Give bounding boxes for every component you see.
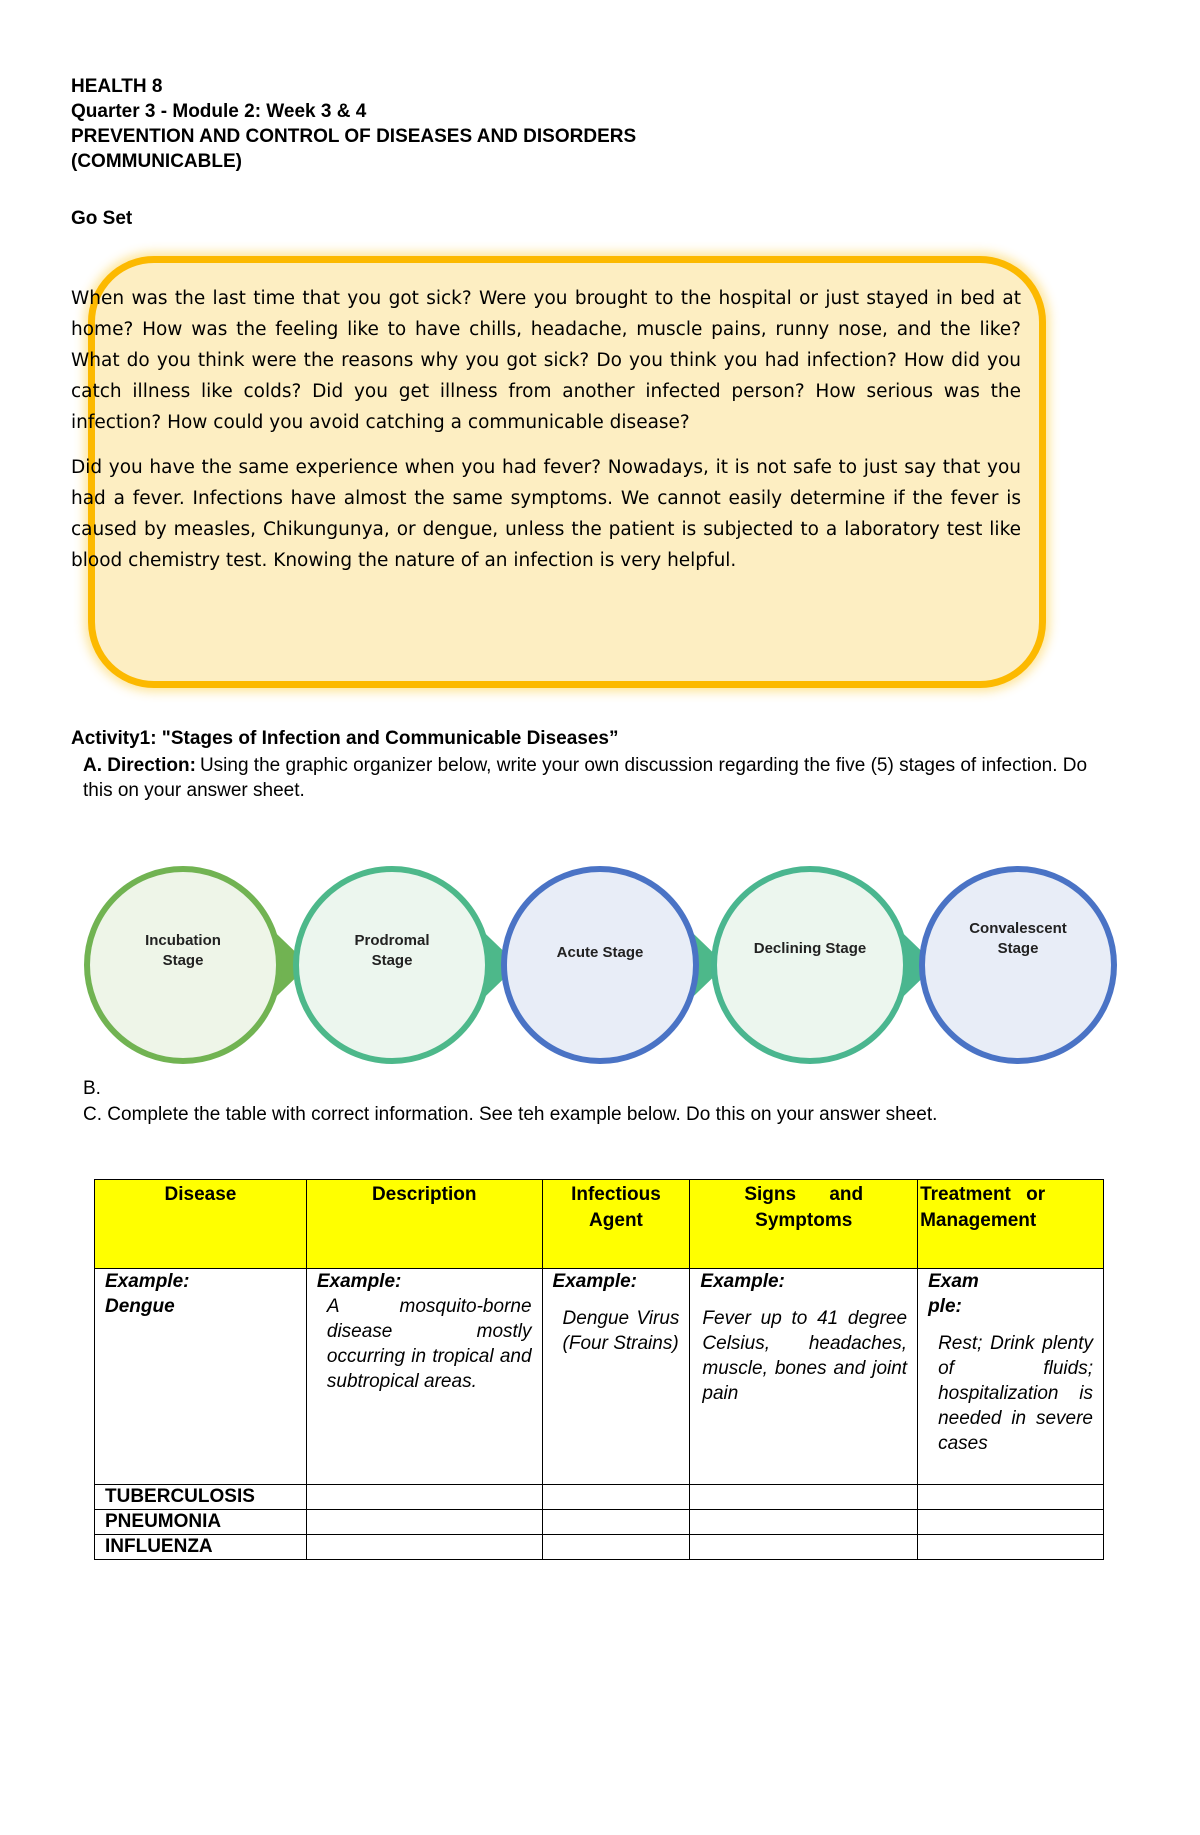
callout-paragraph-2: Did you have the same experience when you had fever? Nowadays, it is not safe to just say that you had a fever. Infections have almost the same symptoms. We cannot easily determine if the fever is caused by measles, Chikungunya, or dengue, unless the patient is subjected to a laboratory test like blood chemistry test. Knowing the nature of an infection is very helpful.	[71, 457, 1021, 571]
header-description: Description	[306, 1180, 542, 1269]
stage-circle	[922, 869, 1114, 1061]
table-row	[95, 1535, 1104, 1560]
disease-name-cell: INFLUENZA	[95, 1535, 307, 1560]
example-label-line-2: ple:	[928, 1296, 962, 1317]
blank-cell	[918, 1510, 1104, 1535]
blank-cell	[542, 1485, 690, 1510]
blank-cell	[542, 1535, 690, 1560]
example-description: A mosquito-borne disease mostly occurring in tropical and subtropical areas.	[326, 1296, 532, 1392]
example-disease-cell	[95, 1269, 307, 1485]
direction-a-text: Using the graphic organizer below, write your own discussion regarding the five (5) stages of infection. Do this on your answer sheet.	[83, 755, 1088, 801]
header-signs-line-1: Signs and	[744, 1184, 864, 1205]
example-label: Example:	[700, 1271, 785, 1292]
header-agent-line-1: Infectious	[571, 1184, 661, 1205]
header-agent-line-2: Agent	[589, 1210, 643, 1231]
header-infectious-agent	[542, 1180, 690, 1269]
example-signs: Fever up to 41 degree Celsius, headaches, muscle, bones and joint pain	[702, 1308, 908, 1404]
blank-cell	[306, 1510, 542, 1535]
disease-name-cell: TUBERCULOSIS	[95, 1485, 307, 1510]
example-agent: Dengue Virus (Four Strains)	[562, 1308, 680, 1354]
topic-subtitle: (COMMUNICABLE)	[71, 151, 242, 172]
example-label: Example:	[552, 1271, 638, 1292]
topic-title: PREVENTION AND CONTROL OF DISEASES AND DISORDERS	[71, 126, 637, 147]
example-description-cell	[306, 1269, 542, 1485]
stage-label: Convalescent	[969, 920, 1067, 937]
example-agent-cell	[542, 1269, 690, 1485]
blank-cell	[690, 1535, 918, 1560]
callout-paragraph-1: When was the last time that you got sick? Were you brought to the hospital or just stayed in bed at home? How was the feeling like to have chills, headache, muscle pains, runny nose, and the like? What do you think were the reasons why you got sick? Do you think you had infection? How did you catch illness like colds? Did you get illness from another infected person? How serious was the infection? How could you avoid catching a communicable disease?	[71, 288, 1021, 433]
example-label: Example:	[105, 1271, 190, 1292]
blank-cell	[690, 1510, 918, 1535]
example-treatment-cell	[918, 1269, 1104, 1485]
direction-c: C. Complete the table with correct information. See teh example below. Do this on your answer sheet.	[83, 1104, 938, 1125]
stages-graphic-organizer	[70, 855, 1130, 1075]
blank-cell	[918, 1535, 1104, 1560]
stage-label: Acute Stage	[556, 944, 644, 961]
disease-name-cell: PNEUMONIA	[95, 1510, 307, 1535]
blank-cell	[542, 1510, 690, 1535]
table-row	[95, 1269, 1104, 1485]
stage-circle	[504, 869, 696, 1061]
activity-title: Activity1: "Stages of Infection and Communicable Diseases”	[71, 728, 619, 749]
document-header	[71, 74, 636, 174]
stage-label: Prodromal	[354, 932, 430, 949]
example-treatment: Rest; Drink plenty of fluids; hospitalization is needed in severe cases	[938, 1333, 1093, 1454]
blank-cell	[306, 1535, 542, 1560]
example-label-line-1: Exam	[928, 1271, 979, 1292]
disease-table	[94, 1179, 1104, 1560]
subject-title: HEALTH 8	[71, 76, 163, 97]
direction-a	[83, 753, 1113, 803]
stage-label: Declining Stage	[753, 940, 867, 957]
blank-cell	[306, 1485, 542, 1510]
stage-label: Stage	[997, 940, 1039, 957]
example-disease: Dengue	[105, 1296, 175, 1317]
example-signs-cell	[690, 1269, 918, 1485]
header-signs-line-2: Symptoms	[755, 1210, 853, 1231]
direction-a-label: A. Direction:	[83, 755, 196, 776]
header-treat-line-1: Treatment or	[920, 1184, 1046, 1205]
blank-cell	[918, 1485, 1104, 1510]
table-row	[95, 1485, 1104, 1510]
header-signs-symptoms	[690, 1180, 918, 1269]
stage-label: Stage	[162, 952, 204, 969]
go-set-heading: Go Set	[71, 208, 133, 229]
blank-cell	[690, 1485, 918, 1510]
direction-b: B.	[83, 1078, 101, 1099]
header-disease: Disease	[95, 1180, 307, 1269]
table-header-row	[95, 1180, 1104, 1269]
stage-label: Stage	[371, 952, 413, 969]
stage-circle	[714, 869, 906, 1061]
example-label: Example:	[316, 1271, 402, 1292]
stage-label: Incubation	[145, 932, 221, 949]
header-treat-line-2: Management	[920, 1210, 1037, 1231]
header-treatment	[918, 1180, 1104, 1269]
table-row	[95, 1510, 1104, 1535]
module-title: Quarter 3 - Module 2: Week 3 & 4	[71, 101, 367, 122]
